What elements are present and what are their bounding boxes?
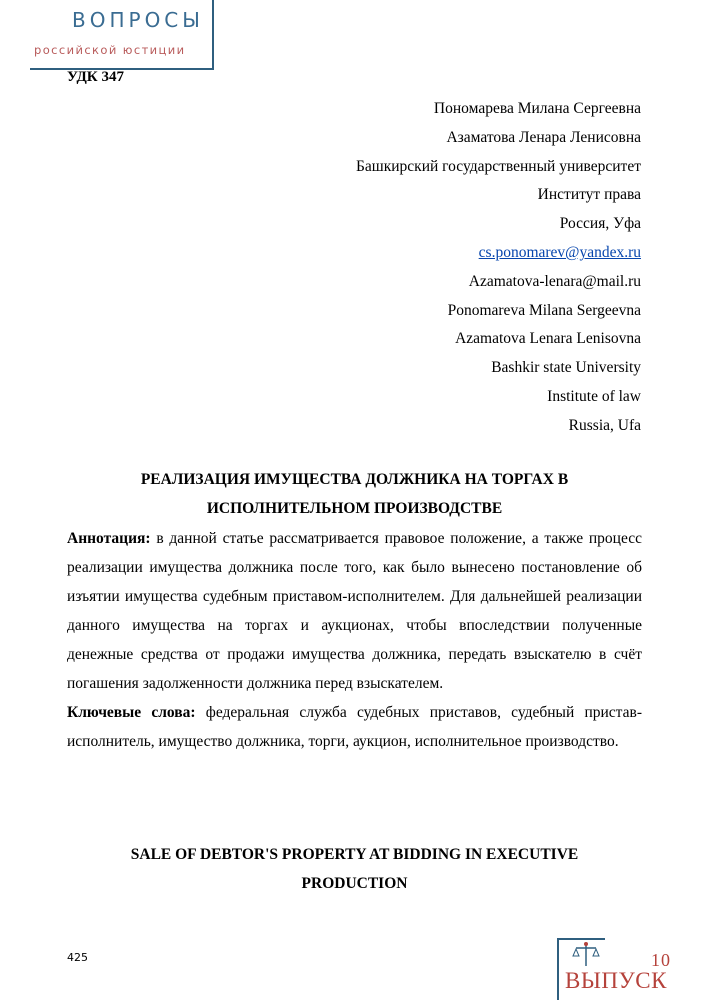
email-2: Azamatova-lenara@mail.ru xyxy=(468,272,641,290)
issue-number: 10 xyxy=(651,950,671,970)
issue-word: ВЫПУСК xyxy=(565,968,667,993)
university-ru: Башкирский государственный университет xyxy=(356,157,641,175)
institute-en: Institute of law xyxy=(547,387,641,405)
issue-badge-bar xyxy=(557,938,559,1000)
abstract-label: Аннотация: xyxy=(67,530,151,547)
keywords-label: Ключевые слова: xyxy=(67,704,196,721)
email-link-1[interactable]: cs.ponomarev@yandex.ru xyxy=(478,243,641,261)
author-name-en-1: Ponomareva Milana Sergeevna xyxy=(447,301,641,319)
keywords-text: федеральная служба судебных приставов, судебный пристав-исполнитель, имущество должника, торги, аукцион, исполнительное производство. xyxy=(67,704,643,750)
journal-title: ВОПРОСЫ xyxy=(72,8,204,32)
article-title-en xyxy=(67,840,642,898)
title-en-line-1: SALE OF DEBTOR'S PROPERTY AT BIDDING IN EXECUTIVE xyxy=(130,846,579,863)
title-en-line-2: PRODUCTION xyxy=(301,875,408,892)
udk-code: УДК 347 xyxy=(67,69,124,85)
keywords-paragraph xyxy=(67,698,642,756)
issue-badge xyxy=(557,938,675,1000)
author-name-ru-2: Азаматова Ленара Ленисовна xyxy=(446,128,641,146)
author-name-ru-1: Пономарева Милана Сергеевна xyxy=(433,100,641,117)
title-ru-line-2: ИСПОЛНИТЕЛЬНОМ ПРОИЗВОДСТВЕ xyxy=(206,499,503,517)
institute-ru: Институт права xyxy=(537,186,641,204)
page-number: 425 xyxy=(67,951,88,964)
journal-subtitle: российской юстиции xyxy=(34,43,186,57)
university-en: Bashkir state University xyxy=(491,359,641,377)
abstract-text: в данной статье рассматривается правовое положение, а также процесс реализации имущества должника после того, как было вынесено постановление об изъятии имущества судебным приставом-исполнителем. Для дальнейшей реализации данного имущества на торгах и аукционах, чтобы впоследствии полученные денежные средства от продажи имущества должника, передать взыскателю в счёт погашения задолженности должника перед взыскателем. xyxy=(67,530,642,692)
location-ru: Россия, Уфа xyxy=(559,215,641,233)
article-title-ru xyxy=(67,466,642,523)
author-name-en-2: Azamatova Lenara Lenisovna xyxy=(455,330,641,348)
abstract-paragraph xyxy=(67,524,642,698)
justice-scales-icon xyxy=(571,940,601,970)
abstract-section xyxy=(67,524,642,756)
location-en: Russia, Ufa xyxy=(568,416,641,434)
author-block xyxy=(356,95,641,441)
title-ru-line-1: РЕАЛИЗАЦИЯ ИМУЩЕСТВА ДОЛЖНИКА НА ТОРГАХ В xyxy=(140,471,569,488)
